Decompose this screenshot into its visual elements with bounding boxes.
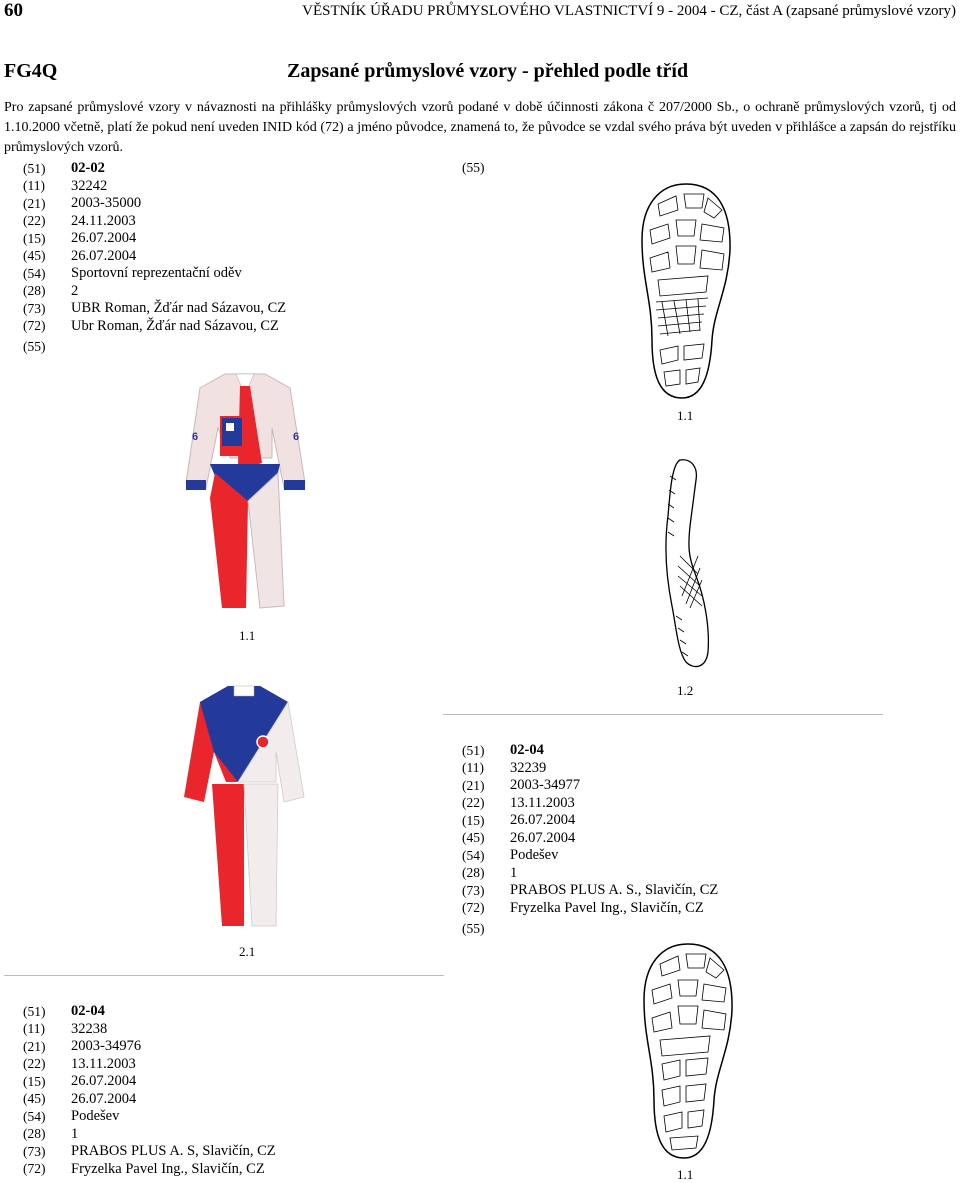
author: Ubr Roman, Žďár nad Sázavou, CZ — [71, 317, 279, 334]
inid-label: (15) — [462, 812, 485, 828]
figure-caption: 1.2 — [677, 683, 694, 698]
inid-label: (72) — [462, 900, 485, 916]
record-32242 — [23, 160, 286, 356]
tracksuit-image-2 — [178, 682, 310, 932]
inid-label: (51) — [23, 160, 46, 176]
inid-label: (11) — [462, 760, 484, 776]
design-title: Podešev — [510, 847, 559, 864]
class-value: 02-04 — [510, 742, 544, 759]
inid-label: (21) — [462, 777, 485, 793]
inid-label: (73) — [23, 300, 46, 316]
class-value: 02-02 — [71, 160, 105, 177]
record-separator — [4, 975, 444, 976]
filing-date: 24.11.2003 — [71, 212, 136, 229]
inid-label: (45) — [462, 830, 485, 846]
inid-label: (15) — [23, 230, 46, 246]
inid-label: (72) — [23, 318, 46, 334]
inid-label: (72) — [23, 1161, 46, 1177]
inid-label: (73) — [462, 882, 485, 898]
application-number: 2003-34977 — [510, 777, 581, 794]
inid-label: (54) — [23, 265, 46, 281]
inid-label: (28) — [23, 283, 46, 299]
application-number: 2003-34976 — [71, 1038, 142, 1055]
author: Fryzelka Pavel Ing., Slavičín, CZ — [71, 1160, 265, 1177]
svg-text:6: 6 — [293, 431, 300, 443]
inid-label: (11) — [23, 1021, 45, 1037]
images-label — [462, 160, 485, 177]
publication-date: 26.07.2004 — [71, 1090, 137, 1107]
inid-label: (21) — [23, 195, 46, 211]
owner: PRABOS PLUS A. S., Slavičín, CZ — [510, 882, 719, 899]
inid-label: (21) — [23, 1038, 46, 1054]
inid-label: (45) — [23, 1091, 46, 1107]
design-count: 1 — [510, 864, 518, 881]
inid-label: (22) — [23, 213, 46, 229]
registration-date: 26.07.2004 — [71, 1073, 137, 1090]
registration-date: 26.07.2004 — [510, 812, 576, 829]
sole-bottom-drawing-1 — [638, 180, 734, 402]
figure-caption: 1.1 — [239, 628, 256, 643]
owner: PRABOS PLUS A. S, Slavičín, CZ — [71, 1143, 276, 1160]
inid-label: (45) — [23, 248, 46, 264]
publication-date: 26.07.2004 — [71, 247, 137, 264]
running-header: VĚSTNÍK ÚŘADU PRŮMYSLOVÉHO VLASTNICTVÍ 9 - 2004 - CZ, část A (zapsané průmyslové vzory) — [302, 3, 956, 19]
inid-label: (73) — [23, 1143, 46, 1159]
tracksuit-image-1 — [180, 368, 310, 613]
design-count: 2 — [71, 282, 79, 299]
registration-number: 32242 — [71, 177, 108, 194]
section-code: FG4Q — [4, 60, 58, 82]
inid-label: (28) — [462, 865, 485, 881]
publication-date: 26.07.2004 — [510, 829, 576, 846]
sole-bottom-drawing-2 — [640, 940, 736, 1162]
record-32239 — [462, 742, 718, 938]
design-title: Podešev — [71, 1108, 120, 1125]
record-separator — [443, 714, 883, 715]
inid-label: (22) — [462, 795, 485, 811]
design-title: Sportovní reprezentační oděv — [71, 265, 242, 282]
application-number: 2003-35000 — [71, 195, 142, 212]
inid-label: (51) — [23, 1003, 46, 1019]
inid-label: (22) — [23, 1056, 46, 1072]
section-title: Zapsané průmyslové vzory - přehled podle tříd — [287, 60, 689, 82]
inid-label: (11) — [23, 178, 45, 194]
design-count: 1 — [71, 1125, 79, 1142]
inid-label: (51) — [462, 742, 485, 758]
inid-label: (54) — [23, 1108, 46, 1124]
owner: UBR Roman, Žďár nad Sázavou, CZ — [71, 300, 287, 317]
figure-caption: 2.1 — [239, 944, 256, 959]
inid-label: (55) — [462, 920, 485, 936]
inid-label: (15) — [23, 1073, 46, 1089]
registration-number: 32238 — [71, 1020, 108, 1037]
figure-caption: 1.1 — [677, 408, 694, 423]
inid-label: (55) — [462, 160, 485, 175]
author: Fryzelka Pavel Ing., Slavičín, CZ — [510, 899, 704, 916]
figure-caption: 1.1 — [677, 1167, 694, 1182]
registration-date: 26.07.2004 — [71, 230, 137, 247]
filing-date: 13.11.2003 — [71, 1055, 136, 1072]
class-value: 02-04 — [71, 1003, 105, 1020]
svg-text:6: 6 — [192, 431, 199, 443]
record-32238 — [23, 1003, 276, 1178]
inid-label: (54) — [462, 847, 485, 863]
page-number: 60 — [4, 0, 23, 21]
registration-number: 32239 — [510, 759, 547, 776]
sole-side-drawing — [658, 456, 718, 672]
intro-paragraph: Pro zapsané průmyslové vzory v návaznosti na přihlášky průmyslových vzorů podané v době účinnosti zákona č 207/2000 Sb., o ochraně průmyslových vzorů, tj od 1.10.2000 včetně, platí že pokud není uveden INID kód (72) a jméno původce, znamená to, že původce se vzdal svého práva být uveden v přihlášce a zapsán do rejstříku průmyslových vzorů. — [4, 100, 956, 155]
inid-label: (28) — [23, 1126, 46, 1142]
inid-label: (55) — [23, 338, 46, 354]
filing-date: 13.11.2003 — [510, 794, 575, 811]
